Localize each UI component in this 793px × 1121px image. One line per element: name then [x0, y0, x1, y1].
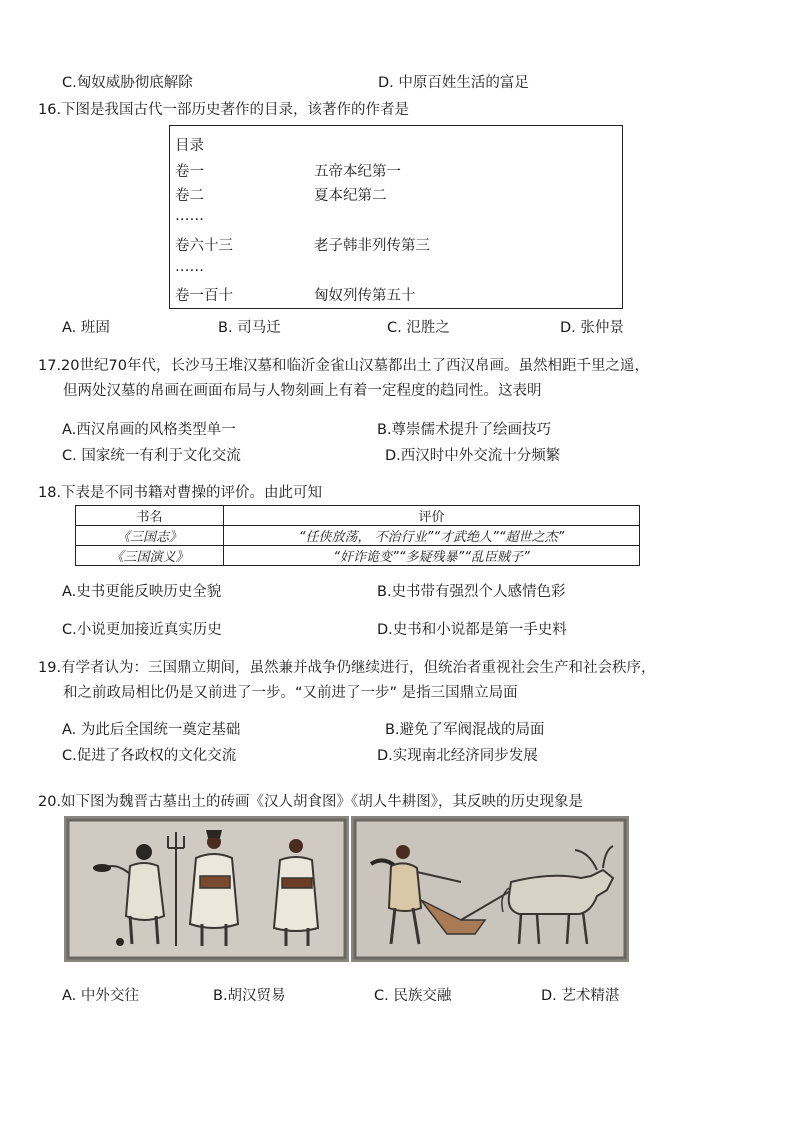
q17-option-b: B.尊崇儒术提升了绘画技巧 — [377, 422, 552, 438]
q17-option-c: C. 国家统一有利于文化交流 — [62, 448, 241, 464]
toc-title-row — [175, 134, 615, 158]
q17-stem-line1: 17.20世纪70年代，长沙马王堆汉墓和临沂金雀山汉墓都出土了西汉帛画。虽然相距千里之遥， — [38, 358, 649, 374]
toc-title: 目录 — [175, 138, 204, 154]
toc-volume: 卷六十三 — [175, 238, 233, 254]
q20-option-c: C. 民族交融 — [374, 988, 452, 1004]
toc-chapter: 五帝本纪第一 — [314, 164, 401, 180]
q16-option-a: A. 班固 — [62, 320, 110, 336]
q20-option-b: B.胡汉贸易 — [213, 988, 286, 1004]
toc-chapter: 老子韩非列传第三 — [314, 238, 430, 254]
q17-option-a: A.西汉帛画的风格类型单一 — [62, 422, 236, 438]
table-header-evaluation: 评价 — [224, 506, 640, 526]
table-header-row — [76, 506, 640, 526]
q17-option-d: D.西汉时中外交流十分频繁 — [385, 448, 561, 464]
toc-chapter: 夏本纪第二 — [314, 188, 387, 204]
q16-stem: 16.下图是我国古代一部历史著作的目录，该著作的作者是 — [38, 102, 410, 118]
table-cell-evaluation: “奸诈诡变”“多疑残暴”“乱臣贼子” — [224, 546, 640, 566]
toc-row — [175, 160, 615, 184]
q20-stem: 20.如下图为魏晋古墓出土的砖画《汉人胡食图》《胡人牛耕图》，其反映的历史现象是 — [38, 794, 584, 810]
q16-option-b: B. 司马迁 — [218, 320, 281, 336]
q16-option-d: D. 张仲景 — [560, 320, 624, 336]
q19-option-b: B.避免了军阀混战的局面 — [385, 722, 545, 738]
toc-row — [175, 284, 615, 308]
toc-row — [175, 259, 615, 283]
q18-stem: 18.下表是不同书籍对曹操的评价。由此可知 — [38, 485, 323, 501]
brick-painting-han-people — [64, 816, 349, 962]
q18-option-a: A.史书更能反映历史全貌 — [62, 584, 222, 600]
q19-stem-line1: 19.有学者认为：三国鼎立期间，虽然兼并战争仍继续进行，但统治者重视社会生产和社会秩序， — [38, 660, 656, 676]
q18-option-d: D.史书和小说都是第一手史料 — [377, 622, 567, 638]
q19-stem-line2: 和之前政局相比仍是又前进了一步。“又前进了一步” 是指三国鼎立局面 — [63, 685, 518, 701]
q15-option-d: D. 中原百姓生活的富足 — [378, 75, 529, 91]
toc-row — [175, 234, 615, 258]
q19-option-c: C.促进了各政权的文化交流 — [62, 748, 237, 764]
table-row — [76, 546, 640, 566]
q18-option-c: C.小说更加接近真实历史 — [62, 622, 222, 638]
q20-option-d: D. 艺术精湛 — [541, 988, 620, 1004]
q16-option-c: C. 氾胜之 — [387, 320, 450, 336]
toc-ellipsis: …… — [175, 208, 204, 224]
table-cell-evaluation: “任侠放荡， 不治行业”“才武绝人”“超世之杰” — [224, 526, 640, 546]
toc-volume: 卷二 — [175, 188, 204, 204]
table-header-book: 书名 — [76, 506, 224, 526]
toc-volume: 卷一百十 — [175, 288, 233, 304]
q17-stem-line2: 但两处汉墓的帛画在画面布局与人物刻画上有着一定程度的趋同性。这表明 — [63, 383, 542, 399]
toc-row — [175, 208, 615, 232]
toc-box — [169, 125, 623, 309]
q20-option-a: A. 中外交往 — [62, 988, 139, 1004]
q15-option-c: C.匈奴威胁彻底解除 — [62, 75, 193, 91]
toc-row — [175, 184, 615, 208]
evaluation-table — [75, 505, 640, 566]
table-cell-book: 《三国演义》 — [76, 546, 224, 566]
toc-ellipsis: …… — [175, 259, 204, 275]
table-cell-book: 《三国志》 — [76, 526, 224, 546]
toc-chapter: 匈奴列传第五十 — [314, 288, 416, 304]
toc-volume: 卷一 — [175, 164, 204, 180]
brick-painting-hu-ox-plough — [351, 816, 629, 962]
q18-option-b: B.史书带有强烈个人感情色彩 — [377, 584, 566, 600]
q19-option-d: D.实现南北经济同步发展 — [377, 748, 538, 764]
table-row — [76, 526, 640, 546]
q19-option-a: A. 为此后全国统一奠定基础 — [62, 722, 241, 738]
